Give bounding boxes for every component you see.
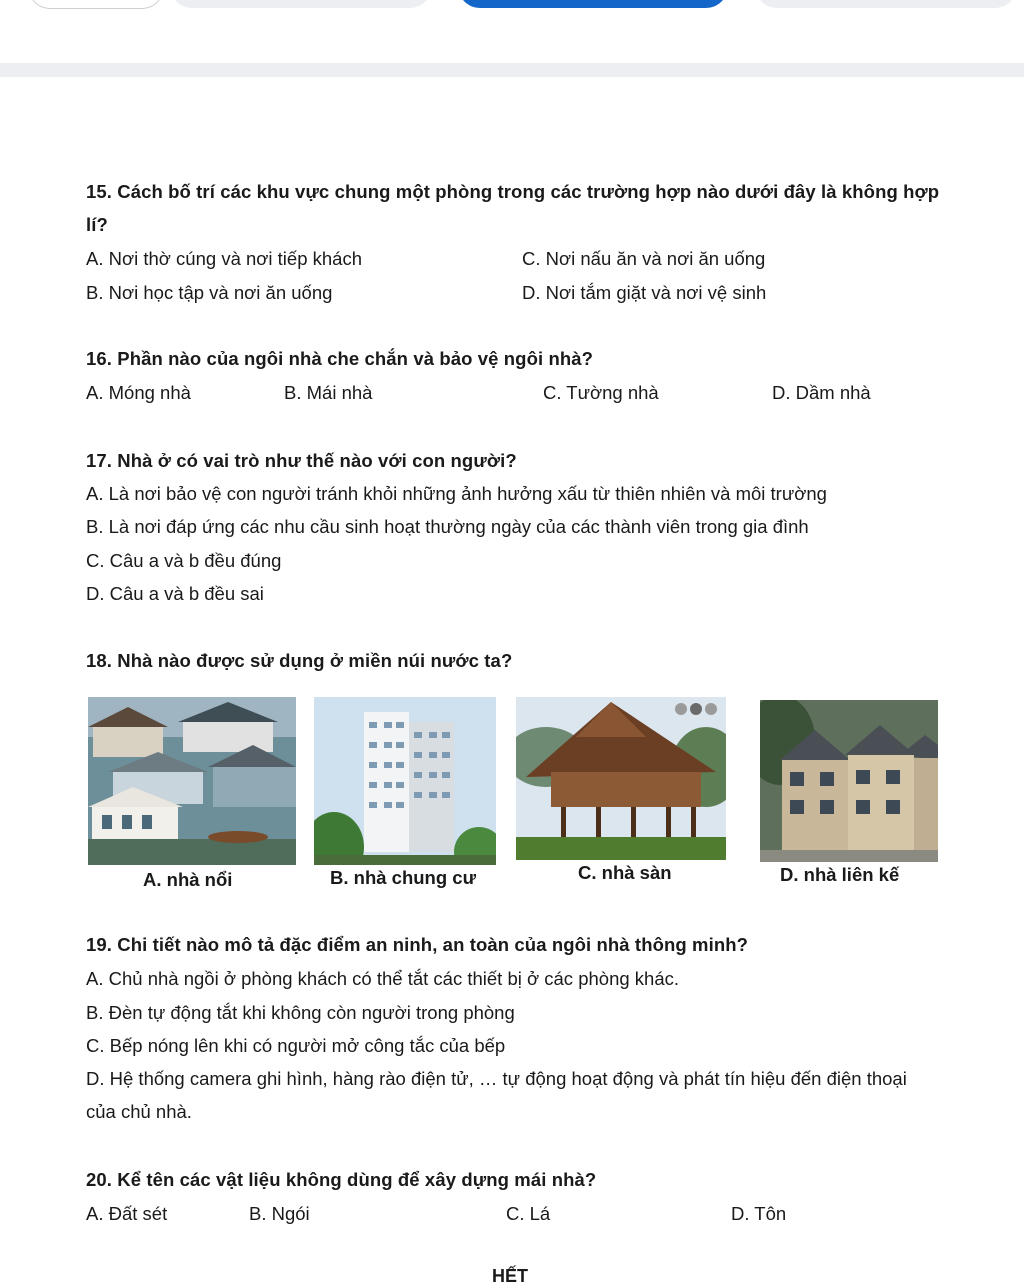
q20-option-d: D. Tôn [731,1203,787,1224]
caption-d: D. nhà liên kế [780,864,900,885]
q19-option-d: D. Hệ thống camera ghi hình, hàng rào điện tử, … tự động hoạt động và phát tín hiệu đến điện thoại của chủ nhà. [86,1068,907,1122]
question-17: 17. Nhà ở có vai trò như thế nào với con người? [86,450,517,471]
floating-house-image [88,697,296,865]
q16-option-d: D. Dầm nhà [772,382,871,403]
question-16: 16. Phần nào của ngôi nhà che chắn và bảo vệ ngôi nhà? [86,348,594,369]
q16-option-c: C. Tường nhà [543,382,659,403]
q17-option-a: A. Là nơi bảo vệ con người tránh khỏi những ảnh hưởng xấu từ thiên nhiên và môi trường [86,483,827,504]
tab-4[interactable] [755,0,1017,8]
q16-option-a: A. Móng nhà [86,382,191,403]
question-19: 19. Chi tiết nào mô tả đặc điểm an ninh, an toàn của ngôi nhà thông minh? [86,934,749,955]
q19-option-b: B. Đèn tự động tắt khi không còn người trong phòng [86,1002,515,1023]
q17-option-c: C. Câu a và b đều đúng [86,550,282,571]
tab-active[interactable] [458,0,728,8]
q17-option-d: D. Câu a và b đều sai [86,583,264,604]
q15-option-c: C. Nơi nấu ăn và nơi ăn uống [522,248,766,269]
townhouse-image [760,700,938,862]
caption-b: B. nhà chung cư [330,867,476,888]
question-18: 18. Nhà nào được sử dụng ở miền núi nước ta? [86,650,513,671]
q19-option-c: C. Bếp nóng lên khi có người mở công tắc của bếp [86,1035,506,1056]
caption-a: A. nhà nổi [143,869,233,890]
tab-1[interactable] [28,0,164,9]
q15-option-b: B. Nơi học tập và nơi ăn uống [86,282,333,303]
question-15: 15. Cách bố trí các khu vực chung một phòng trong các trường hợp nào dưới đây là không hợp lí? [86,181,940,235]
question-20: 20. Kể tên các vật liệu không dùng để xây dựng mái nhà? [86,1169,597,1190]
apartment-building-image [314,697,496,865]
end-marker: HẾT [492,1266,528,1286]
q15-option-a: A. Nơi thờ cúng và nơi tiếp khách [86,248,363,269]
caption-c: C. nhà sàn [578,862,672,883]
q19-option-a: A. Chủ nhà ngồi ở phòng khách có thể tắt các thiết bị ở các phòng khác. [86,968,680,989]
q20-option-c: C. Lá [506,1203,551,1224]
q15-option-d: D. Nơi tắm giặt và nơi vệ sinh [522,282,767,303]
top-tab-strip [0,0,1024,10]
stilt-house-image [516,697,726,860]
header-divider [0,63,1024,77]
q20-option-a: A. Đất sét [86,1203,168,1224]
q16-option-b: B. Mái nhà [284,382,373,403]
q17-option-b: B. Là nơi đáp ứng các nhu cầu sinh hoạt thường ngày của các thành viên trong gia đình [86,516,809,537]
tab-2[interactable] [170,0,432,8]
q20-option-b: B. Ngói [249,1203,310,1224]
